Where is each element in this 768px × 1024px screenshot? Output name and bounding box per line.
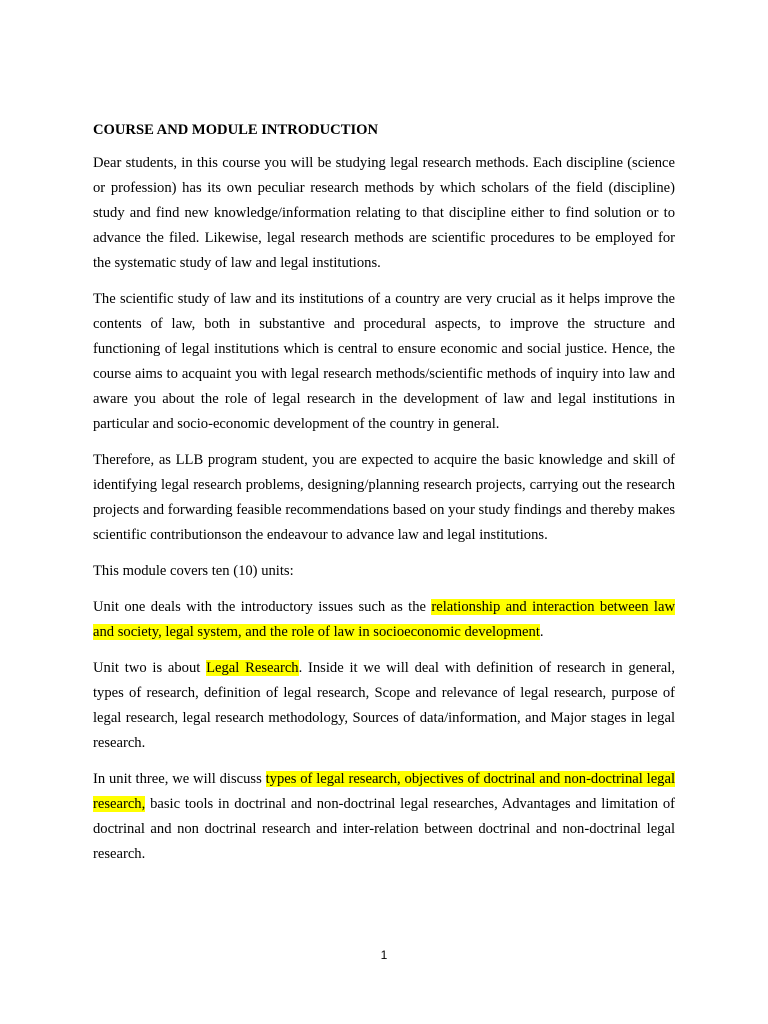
paragraph-llb-expectations: Therefore, as LLB program student, you are expected to acquire the basic knowledge and skill of identifying legal research problems, designing/planning research projects, carrying out the research projects and forwarding feasible recommendations based on your study findings and thereby makes scientific contributionson the endeavour to advance law and legal institutions. xyxy=(93,452,675,543)
paragraph-module-units: This module covers ten (10) units: xyxy=(93,563,294,579)
paragraph-unit-one xyxy=(93,595,675,645)
unit-one-text: Unit one deals with the introductory issues such as the xyxy=(93,599,432,615)
unit-three-highlight: types of legal research, objectives of doctrinal and non-doctrinal legal research, xyxy=(93,771,675,812)
unit-two-text: Unit two is about xyxy=(93,660,207,676)
unit-one-text-end: . xyxy=(539,624,544,640)
unit-three-text-end: basic tools in doctrinal and non-doctrinal legal researches, Advantages and limitation of doctrinal and non doctrinal research and inter-relation between doctrinal and non-doctrinal legal research. xyxy=(93,796,675,862)
document-body xyxy=(93,118,675,878)
section-heading: COURSE AND MODULE INTRODUCTION xyxy=(93,122,379,138)
paragraph-scientific-study: The scientific study of law and its institutions of a country are very crucial as it helps improve the contents of law, both in substantive and procedural aspects, to improve the structure and functioning of legal institutions which is central to ensure economic and social justice. Hence, the course aims to acquaint you with legal research methods/scientific methods of inquiry into law and aware you about the role of legal research in the development of law and legal institutions in particular and socio-economic development of the country in general. xyxy=(93,291,675,432)
paragraph-intro: Dear students, in this course you will be studying legal research methods. Each discipline (science or profession) has its own peculiar research methods by which scholars of the field (discipline) study and find new knowledge/information relating to that discipline either to find solution or to advance the filed. Likewise, legal research methods are scientific procedures to be employed for the systematic study of law and legal institutions. xyxy=(93,155,675,271)
unit-two-highlight: Legal Research xyxy=(206,660,299,676)
paragraph-unit-two xyxy=(93,656,675,756)
page-number: 1 xyxy=(380,948,388,962)
paragraph-unit-three xyxy=(93,767,675,867)
unit-two-text-end: . Inside it we will deal with definition of research in general, types of research, definition of legal research, Scope and relevance of legal research, purpose of legal research, legal research methodology, Sources of data/information, and Major stages in legal research. xyxy=(93,660,675,751)
unit-one-highlight: relationship and interaction between law and society, legal system, and the role of law in socioeconomic development xyxy=(93,599,675,640)
unit-three-text: In unit three, we will discuss xyxy=(93,771,266,787)
